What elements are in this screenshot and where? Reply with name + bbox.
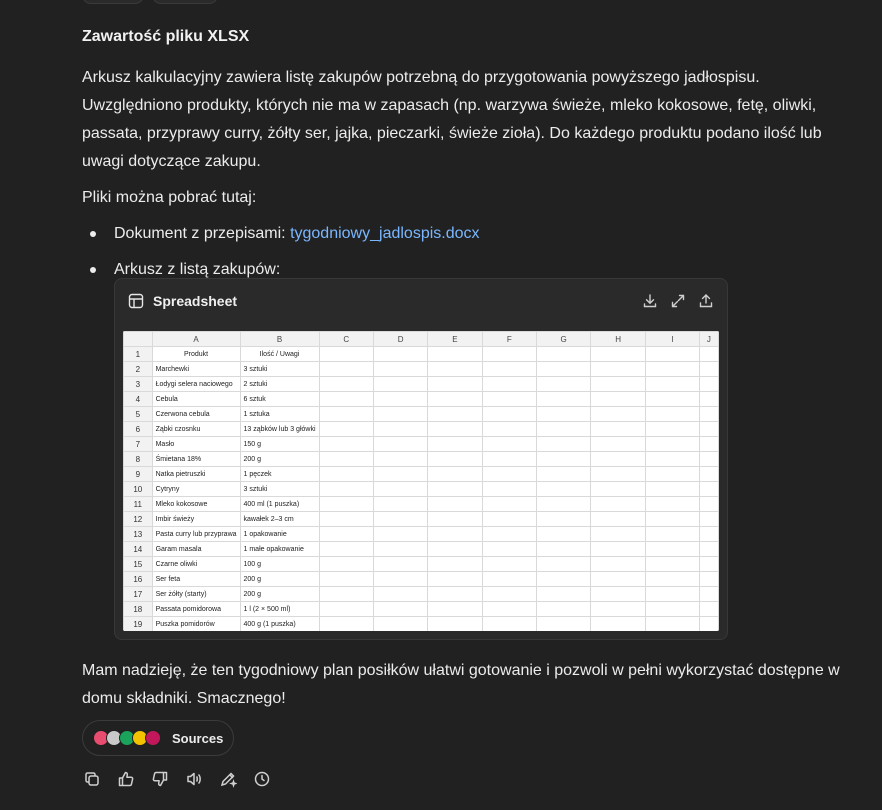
table-cell[interactable]: Natka pietruszki — [152, 467, 240, 482]
table-cell[interactable] — [699, 362, 718, 377]
table-cell[interactable] — [645, 482, 699, 497]
table-cell[interactable] — [482, 347, 536, 362]
table-cell[interactable] — [591, 527, 645, 542]
table-cell[interactable] — [319, 512, 373, 527]
column-header[interactable]: G — [536, 332, 590, 347]
table-cell[interactable] — [319, 452, 373, 467]
row-number[interactable]: 9 — [124, 467, 153, 482]
table-cell[interactable]: Ser feta — [152, 572, 240, 587]
table-cell[interactable] — [591, 512, 645, 527]
table-cell[interactable] — [482, 542, 536, 557]
table-cell[interactable]: 200 g — [240, 572, 319, 587]
table-cell[interactable] — [428, 497, 482, 512]
column-header[interactable]: I — [645, 332, 699, 347]
file-item-xlsx: Arkusz z listą zakupów: — [82, 256, 862, 284]
table-cell[interactable]: 100 g — [240, 557, 319, 572]
table-row — [124, 422, 719, 437]
table-cell[interactable] — [428, 572, 482, 587]
row-number[interactable]: 17 — [124, 587, 153, 602]
table-cell[interactable] — [645, 572, 699, 587]
table-cell[interactable] — [319, 392, 373, 407]
assistant-message — [82, 26, 862, 292]
table-cell[interactable] — [482, 602, 536, 617]
table-cell[interactable] — [591, 467, 645, 482]
table-cell[interactable] — [591, 617, 645, 632]
table-cell[interactable]: 400 g (1 puszka) — [240, 617, 319, 632]
table-cell[interactable]: 150 g — [240, 437, 319, 452]
table-cell[interactable] — [428, 467, 482, 482]
table-cell[interactable] — [319, 617, 373, 632]
table-cell[interactable] — [536, 572, 590, 587]
table-cell[interactable] — [428, 587, 482, 602]
table-cell[interactable]: Pasta curry lub przyprawa — [152, 527, 240, 542]
table-cell[interactable] — [645, 377, 699, 392]
table-cell[interactable] — [482, 572, 536, 587]
table-cell[interactable]: Puszka pomidorów — [152, 617, 240, 632]
table-cell[interactable]: Czerwona cebula — [152, 407, 240, 422]
table-cell[interactable] — [428, 377, 482, 392]
table-cell[interactable]: Imbir świeży — [152, 512, 240, 527]
table-cell[interactable] — [536, 527, 590, 542]
previous-source-pills — [82, 0, 218, 4]
table-cell[interactable] — [699, 557, 718, 572]
table-cell[interactable] — [482, 467, 536, 482]
table-icon — [127, 292, 145, 310]
table-cell[interactable] — [699, 407, 718, 422]
row-number[interactable]: 1 — [124, 347, 153, 362]
docx-download-link[interactable]: tygodniowy_jadlospis.docx — [290, 225, 480, 242]
table-cell[interactable] — [373, 482, 427, 497]
row-number[interactable]: 3 — [124, 377, 153, 392]
row-number[interactable]: 8 — [124, 452, 153, 467]
table-cell[interactable] — [428, 557, 482, 572]
table-cell[interactable] — [536, 602, 590, 617]
table-cell[interactable]: 1 małe opakowanie — [240, 542, 319, 557]
row-number[interactable]: 4 — [124, 392, 153, 407]
column-header[interactable]: H — [591, 332, 645, 347]
table-cell[interactable] — [373, 587, 427, 602]
table-cell[interactable] — [536, 587, 590, 602]
table-cell[interactable] — [591, 587, 645, 602]
message-actions — [82, 768, 272, 790]
spreadsheet-header — [115, 279, 727, 323]
table-cell[interactable] — [373, 362, 427, 377]
table-cell[interactable] — [482, 587, 536, 602]
table-cell[interactable] — [699, 452, 718, 467]
table-cell[interactable] — [428, 527, 482, 542]
table-cell[interactable] — [699, 527, 718, 542]
history-icon[interactable] — [252, 768, 272, 790]
table-cell[interactable] — [645, 587, 699, 602]
table-cell[interactable] — [373, 392, 427, 407]
table-cell[interactable] — [428, 407, 482, 422]
table-row — [124, 497, 719, 512]
table-cell[interactable] — [699, 467, 718, 482]
row-number[interactable]: 14 — [124, 542, 153, 557]
column-header[interactable]: C — [319, 332, 373, 347]
table-cell[interactable] — [319, 602, 373, 617]
table-cell[interactable] — [482, 362, 536, 377]
thumbs-up-icon[interactable] — [116, 768, 136, 790]
row-number[interactable]: 5 — [124, 407, 153, 422]
column-header[interactable]: D — [373, 332, 427, 347]
table-row — [124, 482, 719, 497]
table-cell[interactable] — [428, 362, 482, 377]
table-cell[interactable] — [482, 482, 536, 497]
table-cell[interactable]: Łodygi selera naciowego — [152, 377, 240, 392]
table-cell[interactable] — [645, 452, 699, 467]
table-row — [124, 407, 719, 422]
source-pill[interactable] — [152, 0, 218, 4]
row-number[interactable]: 13 — [124, 527, 153, 542]
file-item-docx: Dokument z przepisami: tygodniowy_jadlospis.docx — [82, 220, 862, 248]
table-cell[interactable] — [699, 497, 718, 512]
table-cell[interactable] — [536, 377, 590, 392]
table-cell[interactable]: 400 ml (1 puszka) — [240, 497, 319, 512]
table-cell[interactable] — [699, 392, 718, 407]
table-row — [124, 392, 719, 407]
table-cell[interactable] — [428, 512, 482, 527]
column-header[interactable]: A — [152, 332, 240, 347]
table-cell[interactable] — [699, 347, 718, 362]
table-cell[interactable] — [373, 347, 427, 362]
table-cell[interactable]: 3 sztuki — [240, 482, 319, 497]
table-cell[interactable] — [645, 617, 699, 632]
table-cell[interactable]: 1 pęczek — [240, 467, 319, 482]
table-row — [124, 437, 719, 452]
table-cell[interactable] — [482, 617, 536, 632]
table-cell[interactable]: 13 ząbków lub 3 główki — [240, 422, 319, 437]
copy-icon[interactable] — [82, 768, 102, 790]
table-cell[interactable] — [699, 587, 718, 602]
table-cell[interactable]: Ilość / Uwagi — [240, 347, 319, 362]
table-cell[interactable] — [373, 437, 427, 452]
closing-paragraph: Mam nadzieję, że ten tygodniowy plan posiłków ułatwi gotowanie i pozwoli w pełni wykorzystać dostępne w domu składniki. Smacznego! — [82, 662, 840, 707]
table-cell[interactable] — [373, 527, 427, 542]
table-cell[interactable] — [373, 407, 427, 422]
table-cell[interactable]: Masło — [152, 437, 240, 452]
table-cell[interactable] — [373, 467, 427, 482]
row-number[interactable]: 6 — [124, 422, 153, 437]
table-cell[interactable]: Cebula — [152, 392, 240, 407]
row-number[interactable]: 18 — [124, 602, 153, 617]
source-pill[interactable] — [82, 0, 144, 4]
share-icon[interactable] — [697, 292, 715, 310]
table-cell[interactable] — [482, 377, 536, 392]
table-cell[interactable] — [591, 362, 645, 377]
table-cell[interactable] — [373, 542, 427, 557]
table-cell[interactable] — [319, 407, 373, 422]
table-cell[interactable]: Czarne oliwki — [152, 557, 240, 572]
table-cell[interactable] — [319, 587, 373, 602]
table-cell[interactable] — [536, 422, 590, 437]
table-row — [124, 362, 719, 377]
table-cell[interactable] — [536, 362, 590, 377]
table-cell[interactable]: Cytryny — [152, 482, 240, 497]
table-cell[interactable] — [536, 512, 590, 527]
table-cell[interactable] — [645, 467, 699, 482]
table-cell[interactable] — [591, 347, 645, 362]
source-favicon — [145, 730, 161, 746]
table-cell[interactable]: Produkt — [152, 347, 240, 362]
spreadsheet-grid[interactable] — [123, 331, 719, 631]
table-cell[interactable] — [699, 617, 718, 632]
table-cell[interactable] — [373, 377, 427, 392]
column-header[interactable]: B — [240, 332, 319, 347]
table-cell[interactable] — [319, 347, 373, 362]
table-cell[interactable] — [699, 437, 718, 452]
table-cell[interactable] — [319, 437, 373, 452]
table-cell[interactable] — [482, 557, 536, 572]
table-cell[interactable] — [482, 422, 536, 437]
table-cell[interactable] — [482, 392, 536, 407]
table-cell[interactable] — [645, 557, 699, 572]
column-header[interactable]: F — [482, 332, 536, 347]
table-cell[interactable] — [319, 527, 373, 542]
table-cell[interactable] — [373, 557, 427, 572]
edit-icon[interactable] — [218, 768, 238, 790]
table-cell[interactable] — [428, 482, 482, 497]
table-cell[interactable] — [373, 452, 427, 467]
table-cell[interactable] — [645, 392, 699, 407]
table-cell[interactable] — [373, 512, 427, 527]
table-cell[interactable]: 1 opakowanie — [240, 527, 319, 542]
table-cell[interactable] — [536, 467, 590, 482]
table-cell[interactable]: Passata pomidorowa — [152, 602, 240, 617]
table-cell[interactable] — [536, 392, 590, 407]
table-cell[interactable] — [482, 527, 536, 542]
table-cell[interactable]: Marchewki — [152, 362, 240, 377]
table-cell[interactable] — [373, 497, 427, 512]
file-list — [82, 220, 862, 284]
table-cell[interactable] — [319, 482, 373, 497]
table-cell[interactable]: kawałek 2–3 cm — [240, 512, 319, 527]
table-cell[interactable]: 2 sztuki — [240, 377, 319, 392]
table-cell[interactable] — [428, 437, 482, 452]
row-number[interactable]: 10 — [124, 482, 153, 497]
table-cell[interactable] — [482, 437, 536, 452]
column-header[interactable]: E — [428, 332, 482, 347]
table-cell[interactable] — [482, 407, 536, 422]
table-cell[interactable] — [536, 437, 590, 452]
spreadsheet-table — [123, 331, 719, 631]
table-cell[interactable]: 200 g — [240, 587, 319, 602]
table-cell[interactable]: Śmietana 18% — [152, 452, 240, 467]
table-cell[interactable] — [591, 452, 645, 467]
table-row — [124, 602, 719, 617]
spreadsheet-preview-card — [114, 278, 728, 640]
table-cell[interactable] — [699, 602, 718, 617]
section-title: Zawartość pliku XLSX — [82, 28, 250, 45]
table-cell[interactable] — [591, 377, 645, 392]
table-cell[interactable] — [428, 452, 482, 467]
table-cell[interactable] — [645, 527, 699, 542]
table-row — [124, 467, 719, 482]
table-cell[interactable] — [591, 422, 645, 437]
table-cell[interactable] — [645, 362, 699, 377]
expand-icon[interactable] — [669, 292, 687, 310]
table-cell[interactable] — [699, 422, 718, 437]
table-row — [124, 377, 719, 392]
table-cell[interactable] — [645, 497, 699, 512]
table-cell[interactable] — [591, 572, 645, 587]
table-cell[interactable] — [699, 482, 718, 497]
table-cell[interactable] — [319, 467, 373, 482]
table-cell[interactable] — [699, 542, 718, 557]
table-cell[interactable] — [482, 452, 536, 467]
table-cell[interactable] — [645, 512, 699, 527]
table-cell[interactable]: Ząbki czosnku — [152, 422, 240, 437]
spreadsheet-title: Spreadsheet — [153, 293, 238, 309]
closing-message — [82, 657, 862, 713]
table-row — [124, 587, 719, 602]
table-cell[interactable] — [591, 542, 645, 557]
table-cell[interactable] — [699, 512, 718, 527]
table-cell[interactable] — [645, 347, 699, 362]
table-row — [124, 527, 719, 542]
table-cell[interactable] — [591, 407, 645, 422]
table-cell[interactable] — [482, 497, 536, 512]
row-number[interactable]: 11 — [124, 497, 153, 512]
table-cell[interactable] — [645, 422, 699, 437]
row-number[interactable]: 7 — [124, 437, 153, 452]
table-cell[interactable] — [319, 497, 373, 512]
table-cell[interactable] — [319, 362, 373, 377]
table-cell[interactable] — [482, 512, 536, 527]
table-cell[interactable] — [536, 557, 590, 572]
table-cell[interactable] — [319, 542, 373, 557]
download-icon[interactable] — [641, 292, 659, 310]
sources-label: Sources — [172, 730, 224, 746]
table-cell[interactable] — [645, 407, 699, 422]
table-row — [124, 617, 719, 632]
table-cell[interactable] — [428, 422, 482, 437]
table-cell[interactable] — [373, 572, 427, 587]
table-cell[interactable] — [319, 557, 373, 572]
download-intro: Pliki można pobrać tutaj: — [82, 189, 257, 206]
table-cell[interactable] — [428, 617, 482, 632]
table-cell[interactable]: 200 g — [240, 452, 319, 467]
table-cell[interactable] — [699, 377, 718, 392]
table-cell[interactable]: 6 sztuk — [240, 392, 319, 407]
table-cell[interactable]: Ser żółty (starty) — [152, 587, 240, 602]
table-cell[interactable] — [373, 602, 427, 617]
table-cell[interactable] — [591, 557, 645, 572]
table-cell[interactable] — [428, 542, 482, 557]
table-cell[interactable] — [645, 602, 699, 617]
table-cell[interactable] — [373, 617, 427, 632]
table-cell[interactable] — [319, 422, 373, 437]
table-cell[interactable] — [591, 482, 645, 497]
table-cell[interactable] — [591, 437, 645, 452]
table-cell[interactable] — [319, 377, 373, 392]
row-number[interactable]: 16 — [124, 572, 153, 587]
table-row — [124, 572, 719, 587]
table-cell[interactable] — [373, 422, 427, 437]
sources-button[interactable] — [82, 720, 234, 756]
table-cell[interactable] — [699, 572, 718, 587]
speaker-icon[interactable] — [184, 768, 204, 790]
table-cell[interactable] — [591, 392, 645, 407]
table-cell[interactable]: Mleko kokosowe — [152, 497, 240, 512]
table-cell[interactable] — [536, 347, 590, 362]
description-paragraph: Arkusz kalkulacyjny zawiera listę zakupów potrzebną do przygotowania powyższego jadłospisu. Uwzględniono produkty, których nie ma w zapasach (np. warzywa świeże, mleko kokosowe, fetę, oliwki, passata, przyprawy curry, żółty ser, jajka, pieczarki, świeże zioła). Do każdego produktu podano ilość lub uwagi dotyczące zakupu. — [82, 69, 822, 170]
grid-corner[interactable] — [124, 332, 153, 347]
table-row — [124, 542, 719, 557]
column-header[interactable]: J — [699, 332, 718, 347]
table-cell[interactable] — [536, 452, 590, 467]
table-cell[interactable] — [319, 572, 373, 587]
table-cell[interactable] — [645, 542, 699, 557]
table-cell[interactable] — [536, 542, 590, 557]
table-cell[interactable]: 1 l (2 × 500 ml) — [240, 602, 319, 617]
table-cell[interactable]: 1 sztuka — [240, 407, 319, 422]
table-cell[interactable] — [536, 497, 590, 512]
row-number[interactable]: 2 — [124, 362, 153, 377]
table-row — [124, 452, 719, 467]
table-cell[interactable]: 3 sztuki — [240, 362, 319, 377]
table-cell[interactable] — [536, 482, 590, 497]
table-cell[interactable] — [536, 407, 590, 422]
table-cell[interactable] — [428, 392, 482, 407]
row-number[interactable]: 12 — [124, 512, 153, 527]
table-cell[interactable] — [536, 617, 590, 632]
table-cell[interactable] — [428, 602, 482, 617]
table-row — [124, 557, 719, 572]
table-row — [124, 347, 719, 362]
table-cell[interactable]: Garam masala — [152, 542, 240, 557]
table-cell[interactable] — [591, 602, 645, 617]
row-number[interactable]: 19 — [124, 617, 153, 632]
table-cell[interactable] — [428, 347, 482, 362]
thumbs-down-icon[interactable] — [150, 768, 170, 790]
table-cell[interactable] — [591, 497, 645, 512]
table-row — [124, 512, 719, 527]
table-cell[interactable] — [645, 437, 699, 452]
row-number[interactable]: 15 — [124, 557, 153, 572]
